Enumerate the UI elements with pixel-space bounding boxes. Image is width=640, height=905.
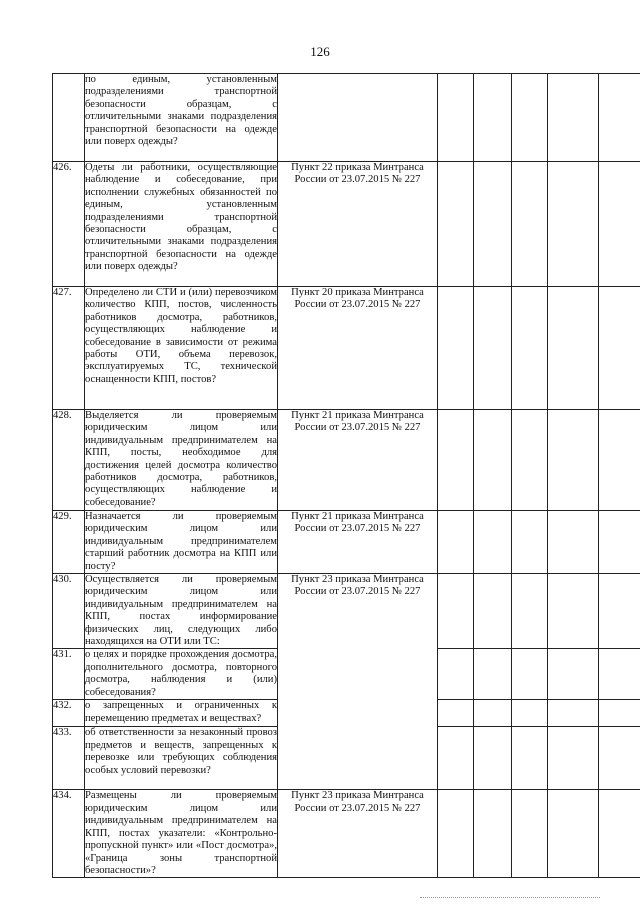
answer-cell[interactable] (548, 74, 599, 162)
answer-cell[interactable] (599, 700, 640, 727)
answer-cell[interactable] (599, 649, 640, 700)
footer-dotted-line (420, 897, 600, 898)
row-number: 433. (53, 727, 85, 790)
table-row (53, 511, 640, 574)
answer-cell[interactable] (599, 287, 640, 410)
answer-cell[interactable] (548, 790, 599, 878)
question-cell (85, 287, 278, 410)
question-cell (85, 727, 278, 790)
table-row (53, 287, 640, 410)
row-number: 430. (53, 574, 85, 649)
question-text: Осуществляется ли проверяемым юридическим лицом или индивидуальным предпринимателем на КПП, постах информирование физических лиц, следующих либо находящихся на ОТИ или ТС: (85, 574, 277, 648)
answer-cell[interactable] (474, 410, 512, 511)
answer-cell[interactable] (438, 700, 474, 727)
answer-cell[interactable] (548, 574, 599, 649)
answer-cell[interactable] (512, 74, 548, 162)
reference-cell: Пункт 21 приказа Минтранса России от 23.07.2015 № 227 (278, 511, 438, 574)
answer-cell[interactable] (474, 727, 512, 790)
question-text: об ответственности за незаконный провоз предметов и веществ, запрещенных к перевозке или требующих соблюдения особых условий перевозки? (85, 727, 277, 776)
answer-cell[interactable] (474, 511, 512, 574)
answer-cell[interactable] (512, 649, 548, 700)
answer-cell[interactable] (548, 700, 599, 727)
table-row (53, 790, 640, 878)
reference-cell (278, 74, 438, 162)
answer-cell[interactable] (512, 574, 548, 649)
answer-cell[interactable] (512, 162, 548, 287)
answer-cell[interactable] (512, 287, 548, 410)
answer-cell[interactable] (599, 74, 640, 162)
question-cell (85, 410, 278, 511)
question-text: о целях и порядке прохождения досмотра, дополнительного досмотра, повторного досмотра, наблюдения и (или) собеседования? (85, 649, 277, 698)
answer-cell[interactable] (438, 511, 474, 574)
page-number: 126 (310, 44, 330, 59)
question-cell (85, 649, 278, 700)
question-text: Размещены ли проверяемым юридическим лицом или индивидуальным предпринимателем на КПП, постах указатели: «Контрольно-пропускной пункт» или «Пост досмотра», «Граница зоны транспортной безопасности»? (85, 790, 277, 876)
row-number: 426. (53, 162, 85, 287)
answer-cell[interactable] (599, 790, 640, 878)
answer-cell[interactable] (512, 410, 548, 511)
answer-cell[interactable] (474, 74, 512, 162)
answer-cell[interactable] (599, 410, 640, 511)
question-text: Назначается ли проверяемым юридическим лицом или индивидуальным предпринимателем старший работник досмотра на КПП или посту? (85, 511, 277, 572)
answer-cell[interactable] (599, 162, 640, 287)
answer-cell[interactable] (548, 727, 599, 790)
question-cell (85, 574, 278, 649)
answer-cell[interactable] (438, 727, 474, 790)
row-number: 432. (53, 700, 85, 727)
table-row (53, 574, 640, 649)
table-row (53, 162, 640, 287)
answer-cell[interactable] (474, 649, 512, 700)
answer-cell[interactable] (548, 162, 599, 287)
reference-cell: Пункт 23 приказа Минтранса России от 23.07.2015 № 227 (278, 790, 438, 878)
answer-cell[interactable] (438, 790, 474, 878)
reference-cell: Пункт 20 приказа Минтранса России от 23.07.2015 № 227 (278, 287, 438, 410)
question-text: Определено ли СТИ и (или) перевозчиком количество КПП, постов, численность работников досмотра, работников, осуществляющих наблюдение и собеседование в зависимости от режима работы ОТИ, объема перевозок, эксплуатируемых ТС, технической оснащенности КПП, постов? (85, 287, 277, 385)
answer-cell[interactable] (548, 649, 599, 700)
answer-cell[interactable] (438, 410, 474, 511)
question-text: о запрещенных и ограниченных к перемещению предметах и веществах? (85, 700, 277, 724)
question-text: по единым, установленным подразделениями транспортной безопасности образцам, с отличительными знаками подразделения транспортной безопасности на одежде или поверх одежды? (85, 74, 277, 148)
answer-cell[interactable] (512, 700, 548, 727)
answer-cell[interactable] (548, 287, 599, 410)
answer-cell[interactable] (438, 74, 474, 162)
question-text: Выделяется ли проверяемым юридическим лицом или индивидуальным предпринимателем на КПП, посты, необходимое для достижения целей досмотра количество работников досмотра, работников, осуществляющих наблюдение и собеседование? (85, 410, 277, 508)
answer-cell[interactable] (474, 790, 512, 878)
question-text: Одеты ли работники, осуществляющие наблюдение и собеседование, при исполнении служебных обязанностей по единым, установленным подразделениями транспортной безопасности образцам, с отличительными знаками подразделения транспортной безопасности на одежде или поверх одежды? (85, 162, 277, 273)
reference-cell: Пункт 22 приказа Минтранса России от 23.07.2015 № 227 (278, 162, 438, 287)
table-row (53, 74, 640, 162)
answer-cell[interactable] (474, 287, 512, 410)
answer-cell[interactable] (512, 727, 548, 790)
answer-cell[interactable] (438, 162, 474, 287)
row-number: 434. (53, 790, 85, 878)
reference-cell: Пункт 21 приказа Минтранса России от 23.07.2015 № 227 (278, 410, 438, 511)
row-number (53, 74, 85, 162)
answer-cell[interactable] (474, 162, 512, 287)
answer-cell[interactable] (512, 511, 548, 574)
checklist-table (52, 73, 640, 878)
question-cell (85, 790, 278, 878)
question-cell (85, 162, 278, 287)
question-cell (85, 74, 278, 162)
answer-cell[interactable] (438, 649, 474, 700)
answer-cell[interactable] (599, 511, 640, 574)
row-number: 431. (53, 649, 85, 700)
question-cell (85, 700, 278, 727)
row-number: 429. (53, 511, 85, 574)
answer-cell[interactable] (474, 700, 512, 727)
answer-cell[interactable] (548, 410, 599, 511)
answer-cell[interactable] (599, 574, 640, 649)
answer-cell[interactable] (548, 511, 599, 574)
row-number: 428. (53, 410, 85, 511)
question-cell (85, 511, 278, 574)
row-number: 427. (53, 287, 85, 410)
answer-cell[interactable] (512, 790, 548, 878)
answer-cell[interactable] (474, 574, 512, 649)
table-row (53, 410, 640, 511)
answer-cell[interactable] (599, 727, 640, 790)
answer-cell[interactable] (438, 287, 474, 410)
reference-cell: Пункт 23 приказа Минтранса России от 23.07.2015 № 227 (278, 574, 438, 790)
answer-cell[interactable] (438, 574, 474, 649)
